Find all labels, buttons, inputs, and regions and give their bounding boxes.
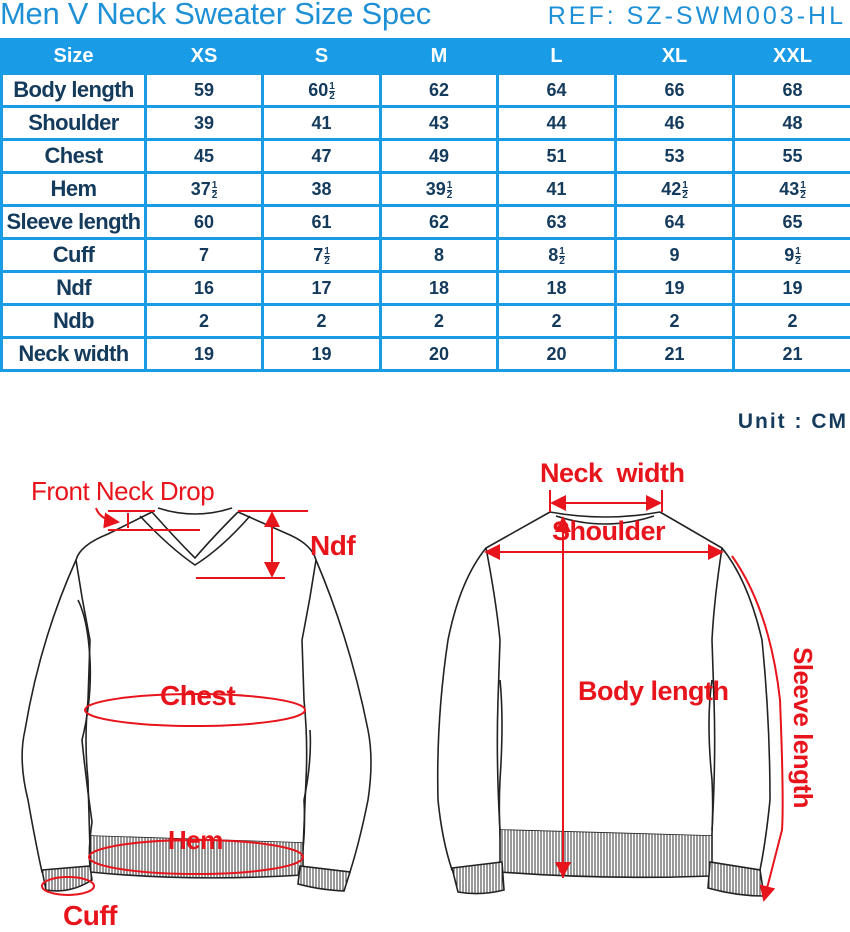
column-header: XXL	[734, 40, 850, 74]
row-label: Body length	[2, 74, 146, 107]
body-length-label: Body length	[578, 676, 729, 706]
table-cell: 53	[616, 140, 734, 173]
row-label: Shoulder	[2, 107, 146, 140]
table-cell: 60 $\frac{1}{2}$	[263, 74, 381, 107]
column-header: XS	[146, 40, 263, 74]
table-cell: 18	[381, 272, 498, 305]
table-row	[2, 272, 850, 305]
table-cell: 2	[734, 305, 850, 338]
table-cell: 19	[616, 272, 734, 305]
table-cell: 20	[381, 338, 498, 371]
table-cell: 21	[616, 338, 734, 371]
column-header: XL	[616, 40, 734, 74]
table-cell: 46	[616, 107, 734, 140]
row-label: Neck width	[2, 338, 146, 371]
table-row	[2, 74, 850, 107]
table-cell: 9	[616, 239, 734, 272]
table-cell: 19	[146, 338, 263, 371]
table-cell: 44	[498, 107, 616, 140]
table-cell: 38	[263, 173, 381, 206]
table-cell: 49	[381, 140, 498, 173]
table-cell: 68	[734, 74, 850, 107]
table-cell: 45	[146, 140, 263, 173]
half-fraction: $\frac{1}{2}$	[211, 179, 218, 201]
table-cell: 60	[146, 206, 263, 239]
cuff-label: Cuff	[63, 900, 117, 931]
shoulder-label: Shoulder	[552, 516, 666, 546]
size-spec-table	[0, 38, 850, 372]
neck-width-label: Neck width	[540, 458, 685, 488]
table-cell: 8	[381, 239, 498, 272]
table-header-row	[2, 40, 850, 74]
table-cell: 41	[263, 107, 381, 140]
table-cell: 16	[146, 272, 263, 305]
row-label: Sleeve length	[2, 206, 146, 239]
row-label: Cuff	[2, 239, 146, 272]
table-cell: 61	[263, 206, 381, 239]
half-fraction: $\frac{1}{2}$	[795, 245, 801, 267]
half-fraction: $\frac{1}{2}$	[324, 245, 330, 267]
front-neck-drop-label: Front Neck Drop	[31, 476, 215, 506]
row-label: Hem	[2, 173, 146, 206]
table-row	[2, 173, 850, 206]
table-cell: 55	[734, 140, 850, 173]
table-cell: 8 $\frac{1}{2}$	[498, 239, 616, 272]
column-header: L	[498, 40, 616, 74]
table-cell: 43 $\frac{1}{2}$	[734, 173, 850, 206]
table-cell: 19	[263, 338, 381, 371]
table-cell: 2	[616, 305, 734, 338]
table-cell: 62	[381, 206, 498, 239]
sleeve-length-label: Sleeve length	[788, 646, 819, 809]
table-row	[2, 305, 850, 338]
table-row	[2, 107, 850, 140]
unit-label: Unit : CM	[737, 410, 848, 433]
reference-code: REF: SZ-SWM003-HL	[547, 2, 846, 30]
table-row	[2, 140, 850, 173]
table-cell: 62	[381, 74, 498, 107]
ndf-label: Ndf	[310, 530, 356, 561]
table-cell: 39	[146, 107, 263, 140]
row-label: Ndf	[2, 272, 146, 305]
table-row	[2, 206, 850, 239]
table-cell: 63	[498, 206, 616, 239]
table-cell: 18	[498, 272, 616, 305]
table-cell: 17	[263, 272, 381, 305]
table-row	[2, 338, 850, 371]
table-cell: 37 $\frac{1}{2}$	[146, 173, 263, 206]
column-header: S	[263, 40, 381, 74]
half-fraction: $\frac{1}{2}$	[559, 245, 565, 267]
table-cell: 48	[734, 107, 850, 140]
table-cell: 66	[616, 74, 734, 107]
table-cell: 64	[498, 74, 616, 107]
column-header: Size	[2, 40, 146, 74]
table-cell: 43	[381, 107, 498, 140]
table-cell: 19	[734, 272, 850, 305]
column-header: M	[381, 40, 498, 74]
hem-label: Hem	[168, 825, 223, 855]
table-cell: 20	[498, 338, 616, 371]
table-cell: 41	[498, 173, 616, 206]
table-cell: 7	[146, 239, 263, 272]
table-cell: 39 $\frac{1}{2}$	[381, 173, 498, 206]
table-cell: 42 $\frac{1}{2}$	[616, 173, 734, 206]
table-cell: 21	[734, 338, 850, 371]
table-cell: 2	[263, 305, 381, 338]
row-label: Chest	[2, 140, 146, 173]
table-cell: 2	[381, 305, 498, 338]
half-fraction: $\frac{1}{2}$	[329, 80, 335, 102]
table-row	[2, 239, 850, 272]
half-fraction: $\frac{1}{2}$	[800, 179, 806, 201]
table-cell: 59	[146, 74, 263, 107]
table-cell: 9 $\frac{1}{2}$	[734, 239, 850, 272]
half-fraction: $\frac{1}{2}$	[446, 179, 453, 201]
table-cell: 47	[263, 140, 381, 173]
table-cell: 51	[498, 140, 616, 173]
table-cell: 65	[734, 206, 850, 239]
table-cell: 64	[616, 206, 734, 239]
table-cell: 2	[498, 305, 616, 338]
chest-label: Chest	[160, 680, 236, 711]
page-title: Men V Neck Sweater Size Spec	[0, 0, 431, 31]
table-cell: 2	[146, 305, 263, 338]
table-cell: 7 $\frac{1}{2}$	[263, 239, 381, 272]
half-fraction: $\frac{1}{2}$	[682, 179, 688, 201]
row-label: Ndb	[2, 305, 146, 338]
